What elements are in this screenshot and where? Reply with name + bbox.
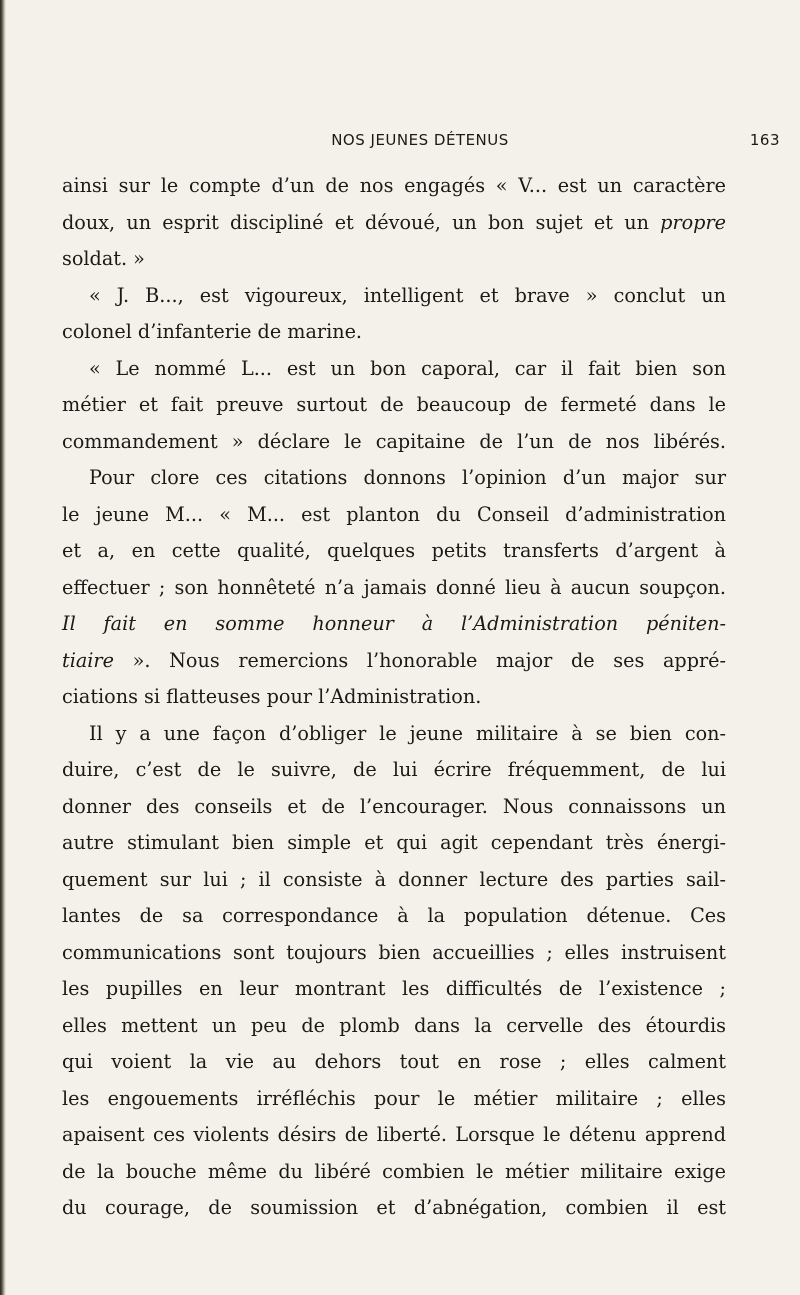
text-line bbox=[62, 825, 726, 862]
text-line bbox=[62, 789, 726, 826]
text-span: effectuer ; son honnêteté n’a jamais donné lieu à aucun soupçon. bbox=[62, 575, 726, 599]
text-line bbox=[62, 1117, 726, 1154]
text-span: ». Nous remercions l’honorable major de ses appré- bbox=[113, 648, 726, 672]
text-line bbox=[62, 205, 726, 242]
text-span: qui voient la vie au dehors tout en rose ; elles calment bbox=[62, 1050, 726, 1073]
text-line bbox=[62, 314, 726, 351]
text-line bbox=[62, 752, 726, 789]
text-span: ciations si flatteuses pour l’Administration. bbox=[62, 685, 482, 708]
text-line bbox=[62, 862, 726, 899]
text-span: colonel d’infanterie de marine. bbox=[62, 320, 363, 343]
text-span: de la bouche même du libéré combien le métier militaire exige bbox=[62, 1159, 726, 1183]
text-span: le jeune M... « M... est planton du Conseil d’administration bbox=[62, 502, 726, 526]
text-line bbox=[62, 533, 726, 570]
text-line bbox=[62, 1154, 726, 1191]
text-span: commandement » déclare le capitaine de l’un de nos libérés. bbox=[62, 429, 726, 453]
text-span: « J. B..., est vigoureux, intelligent et brave » conclut un bbox=[89, 283, 726, 307]
text-span: Il y a une façon d’obliger le jeune militaire à se bien con- bbox=[89, 721, 726, 745]
body-text bbox=[62, 168, 726, 1227]
text-line bbox=[62, 460, 726, 497]
text-span: donner des conseils et de l’encourager. Nous connaissons un bbox=[62, 794, 726, 818]
text-span: les pupilles en leur montrant les difficultés de l’existence ; bbox=[62, 977, 726, 1000]
text-span: elles mettent un peu de plomb dans la cervelle des étourdis bbox=[62, 1013, 726, 1037]
text-span: du courage, de soumission et d’abnégation, combien il est bbox=[62, 1196, 726, 1219]
text-span: soldat. » bbox=[62, 247, 145, 270]
text-line bbox=[62, 643, 726, 680]
text-span: les engouements irréfléchis pour le métier militaire ; elles bbox=[62, 1086, 726, 1110]
text-line bbox=[62, 570, 726, 607]
text-line bbox=[62, 606, 726, 643]
text-line bbox=[62, 898, 726, 935]
text-line bbox=[62, 679, 726, 716]
text-span: quement sur lui ; il consiste à donner lecture des parties sail- bbox=[62, 867, 726, 891]
text-line bbox=[62, 424, 726, 461]
text-line bbox=[62, 1081, 726, 1118]
text-line bbox=[62, 935, 726, 972]
text-line bbox=[62, 1008, 726, 1045]
text-span: ainsi sur le compte d’un de nos engagés « V... est un caractère bbox=[62, 174, 726, 197]
text-line bbox=[62, 497, 726, 534]
running-head bbox=[60, 131, 780, 153]
page-number: 163 bbox=[749, 131, 780, 149]
text-line bbox=[62, 351, 726, 388]
text-span: duire, c’est de le suivre, de lui écrire fréquemment, de lui bbox=[62, 758, 726, 781]
text-span: communications sont toujours bien accueillies ; elles instruisent bbox=[62, 940, 726, 964]
text-line bbox=[62, 168, 726, 205]
italic-span: propre bbox=[660, 210, 726, 234]
text-span: apaisent ces violents désirs de liberté. Lorsque le détenu apprend bbox=[62, 1123, 726, 1146]
text-span: Pour clore ces citations donnons l’opinion d’un major sur bbox=[89, 466, 726, 489]
text-span: métier et fait preuve surtout de beaucoup de fermeté dans le bbox=[62, 393, 726, 416]
text-span: et a, en cette qualité, quelques petits transferts d’argent à bbox=[62, 539, 726, 562]
italic-span: Il fait en somme honneur à l’Administration péniten- bbox=[62, 612, 726, 635]
text-span: autre stimulant bien simple et qui agit cependant très énergi- bbox=[62, 831, 726, 854]
text-span: « Le nommé L... est un bon caporal, car il fait bien son bbox=[89, 356, 726, 380]
text-line bbox=[62, 241, 726, 278]
text-line bbox=[62, 971, 726, 1008]
text-line bbox=[62, 278, 726, 315]
running-title: NOS JEUNES DÉTENUS bbox=[331, 131, 509, 149]
text-span: lantes de sa correspondance à la population détenue. Ces bbox=[62, 904, 726, 927]
text-line bbox=[62, 387, 726, 424]
text-line bbox=[62, 1044, 726, 1081]
text-line bbox=[62, 1190, 726, 1227]
text-line bbox=[62, 716, 726, 753]
text-span: doux, un esprit discipliné et dévoué, un bon sujet et un bbox=[62, 210, 661, 234]
italic-span: tiaire bbox=[62, 648, 114, 672]
